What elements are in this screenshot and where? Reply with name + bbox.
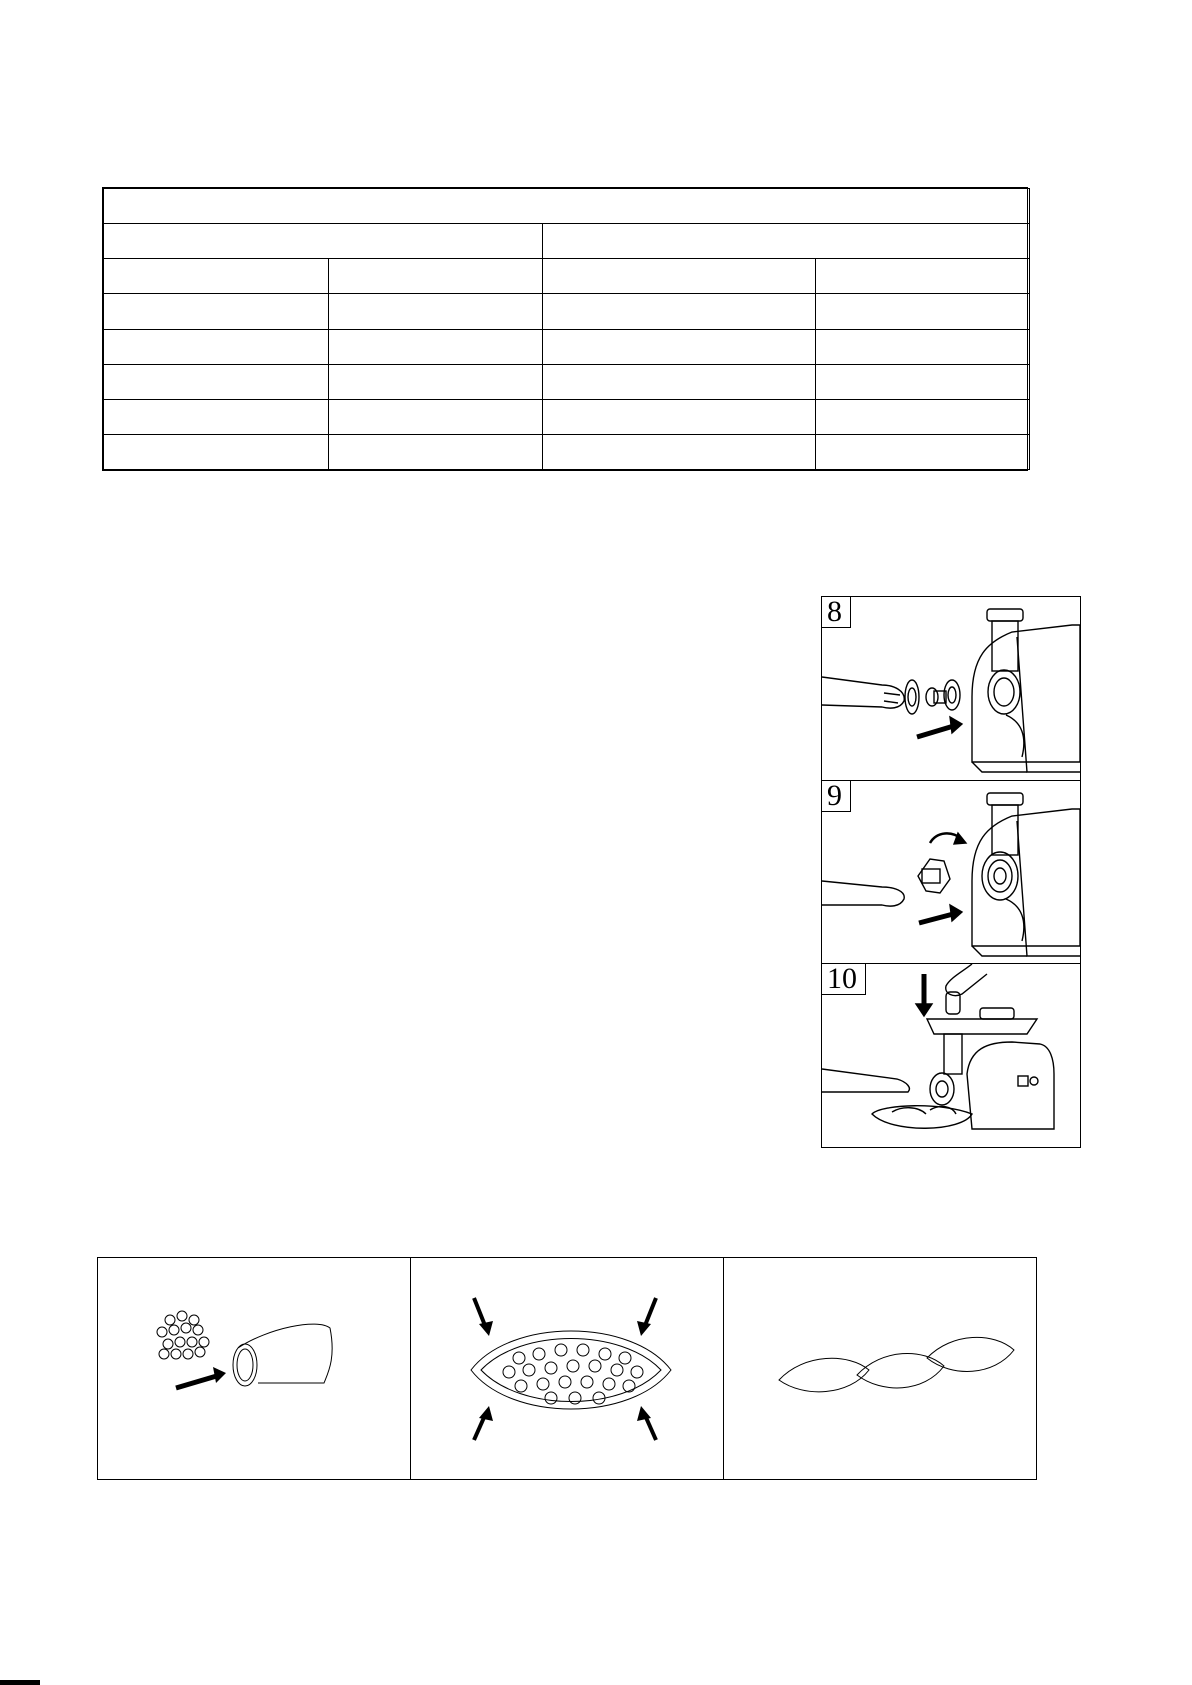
- meat-ball-shape: [599, 1348, 611, 1360]
- meat-ball-shape: [623, 1380, 635, 1392]
- figure-panel-2: [411, 1258, 724, 1479]
- meat-ball-shape: [193, 1325, 203, 1335]
- step-number: 9: [822, 781, 851, 812]
- meat-ball-shape: [515, 1380, 527, 1392]
- meat-ball-shape: [559, 1376, 571, 1388]
- table-cell: [816, 259, 1030, 294]
- kubba-figures: [97, 1257, 1037, 1480]
- meat-ball-shape: [545, 1392, 557, 1404]
- meat-ball-shape: [533, 1348, 545, 1360]
- table-cell: [104, 434, 329, 469]
- meat-ball-shape: [187, 1337, 197, 1347]
- meat-ball-shape: [631, 1366, 643, 1378]
- table-group-header-row: [104, 224, 1030, 259]
- meat-ball-shape: [523, 1364, 535, 1376]
- meat-ball-shape: [159, 1349, 169, 1359]
- meat-ball-shape: [603, 1378, 615, 1390]
- table-cell: [543, 364, 816, 399]
- meat-ball-shape: [581, 1376, 593, 1388]
- table-cell: [543, 434, 816, 469]
- meat-ball-shape: [567, 1360, 579, 1372]
- press-kubba-icon: [411, 1258, 723, 1479]
- meat-ball-shape: [157, 1327, 167, 1337]
- meat-ball-shape: [589, 1360, 601, 1372]
- meat-ball-shape: [619, 1352, 631, 1364]
- table-row: [104, 399, 1030, 434]
- table-cell: [816, 329, 1030, 364]
- table-row: [104, 259, 1030, 294]
- table-cell: [329, 329, 543, 364]
- meat-ball-shape: [199, 1337, 209, 1347]
- meat-ball-shape: [569, 1392, 581, 1404]
- spec-table: [102, 187, 1028, 471]
- meat-ball-shape: [195, 1347, 205, 1357]
- table-cell: [816, 364, 1030, 399]
- step-9-figure: [822, 780, 1080, 964]
- step-number: 8: [822, 597, 851, 628]
- meat-ball-shape: [171, 1349, 181, 1359]
- table-cell: [329, 364, 543, 399]
- figure-panel-3: [724, 1258, 1036, 1479]
- finished-kubba-icon: [724, 1258, 1036, 1479]
- table-cell: [104, 364, 329, 399]
- table-cell: [329, 399, 543, 434]
- step-number: 10: [822, 964, 866, 995]
- step-10-figure: [822, 963, 1080, 1148]
- meat-ball-shape: [181, 1323, 191, 1333]
- table-cell: [816, 434, 1030, 469]
- table-cell: [329, 294, 543, 329]
- attach-cutter-plate-icon: [822, 597, 1080, 780]
- page-corner-mark: [0, 1680, 40, 1685]
- table-group-header: [104, 224, 543, 259]
- table-cell: [543, 259, 816, 294]
- meat-ball-shape: [169, 1325, 179, 1335]
- meat-ball-shape: [175, 1337, 185, 1347]
- meat-ball-shape: [555, 1344, 567, 1356]
- table-title: [104, 189, 1030, 224]
- screw-ring-nut-icon: [822, 781, 1080, 964]
- table-cell: [104, 329, 329, 364]
- meat-ball-shape: [611, 1364, 623, 1376]
- step-8-figure: [822, 597, 1080, 780]
- table-cell: [543, 294, 816, 329]
- meat-ball-shape: [189, 1315, 199, 1325]
- meat-ball-shape: [165, 1315, 175, 1325]
- table-cell: [543, 399, 816, 434]
- meat-ball-shape: [163, 1339, 173, 1349]
- table-cell: [104, 259, 329, 294]
- figure-panel-1: [98, 1258, 411, 1479]
- table-row: [104, 294, 1030, 329]
- table-cell: [104, 399, 329, 434]
- table-row: [104, 329, 1030, 364]
- table-cell: [816, 294, 1030, 329]
- fill-casing-icon: [98, 1258, 410, 1479]
- table-cell: [329, 434, 543, 469]
- table-cell: [329, 259, 543, 294]
- table-group-header: [543, 224, 1030, 259]
- table-row: [104, 434, 1030, 469]
- table-title-row: [104, 189, 1030, 224]
- meat-ball-shape: [183, 1349, 193, 1359]
- table-cell: [104, 294, 329, 329]
- assembly-steps: [821, 596, 1081, 1148]
- meat-ball-shape: [513, 1352, 525, 1364]
- table-cell: [543, 329, 816, 364]
- meat-ball-shape: [545, 1362, 557, 1374]
- meat-ball-shape: [577, 1344, 589, 1356]
- table-row: [104, 364, 1030, 399]
- table-cell: [816, 399, 1030, 434]
- meat-ball-shape: [177, 1311, 187, 1321]
- meat-ball-shape: [503, 1366, 515, 1378]
- meat-ball-shape: [537, 1378, 549, 1390]
